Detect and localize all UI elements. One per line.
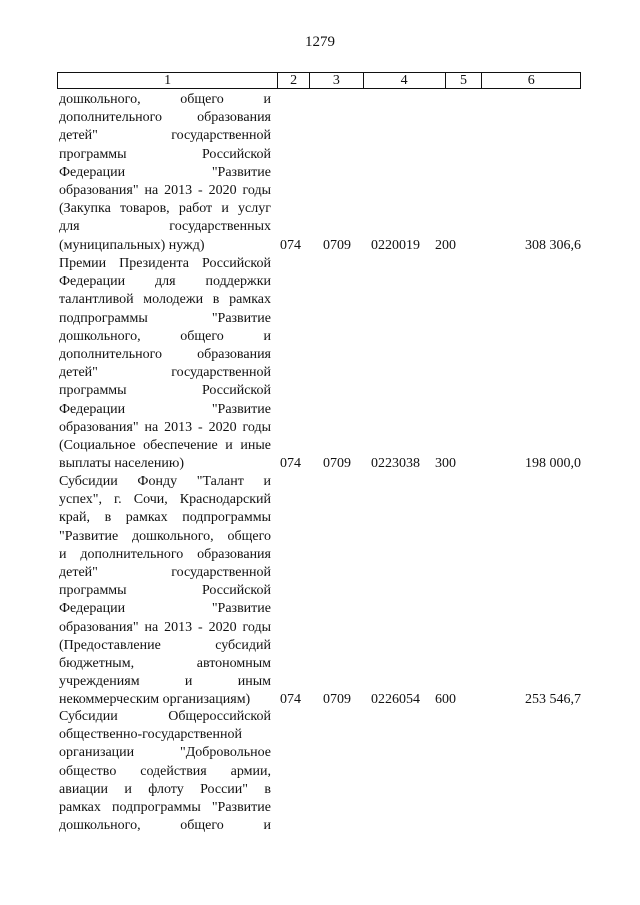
cell-vid: 300	[435, 456, 456, 472]
desc-line: образования" на 2013 - 2020 годы	[59, 182, 271, 198]
page-number: 1279	[305, 34, 335, 50]
header-col-3: 3	[310, 73, 364, 88]
header-col-4: 4	[364, 73, 446, 88]
cell-celevaya: 0226054	[371, 692, 420, 708]
table-row	[59, 255, 581, 473]
desc-line: детей" государственной	[59, 128, 271, 144]
cell-razdel: 0709	[323, 237, 351, 253]
table-row	[59, 473, 581, 709]
desc-line: (Закупка товаров, работ и услуг	[59, 201, 271, 217]
desc-line: и дополнительного образования	[59, 546, 271, 562]
desc-line: подпрограммы "Развитие	[59, 310, 271, 326]
desc-line: организации "Добровольное	[59, 745, 271, 761]
cell-celevaya: 0223038	[371, 456, 420, 472]
desc-line: успех", г. Сочи, Краснодарский	[59, 492, 271, 508]
header-col-6: 6	[527, 73, 535, 88]
desc-line: Федерации "Развитие	[59, 401, 271, 417]
desc-line: Премии Президента Российской	[59, 256, 271, 271]
cell-summa: 253 546,7	[525, 692, 581, 708]
desc-line: дошкольного, общего и	[59, 328, 271, 344]
row-description	[59, 255, 271, 473]
desc-line: Субсидии Фонду "Талант и	[59, 474, 271, 489]
row-description	[59, 473, 271, 709]
desc-line: дополнительного образования	[59, 346, 271, 362]
cell-celevaya: 0220019	[371, 237, 420, 253]
desc-line: Федерации "Развитие	[59, 164, 271, 180]
desc-line: Федерации "Развитие	[59, 601, 271, 617]
desc-line: (муниципальных) нужд)	[59, 237, 205, 253]
desc-line: талантливой молодежи в рамках	[59, 292, 271, 308]
desc-line: авиации и флоту России" в	[59, 781, 271, 797]
desc-line: детей" государственной	[59, 365, 271, 381]
desc-line: Федерации для поддержки	[59, 274, 271, 290]
cell-ved: 074	[280, 692, 301, 708]
desc-line: край, в рамках подпрограммы	[59, 510, 271, 526]
desc-line: рамках подпрограммы "Развитие	[59, 799, 271, 815]
desc-line: Субсидии Общероссийской	[59, 709, 271, 724]
cell-vid: 600	[435, 692, 456, 708]
desc-line: программы Российской	[59, 146, 271, 162]
table-row	[59, 91, 581, 255]
row-description	[59, 708, 271, 835]
table-header	[57, 72, 581, 89]
cell-ved: 074	[280, 237, 301, 253]
header-col-2: 2	[278, 73, 310, 88]
desc-line: для государственных	[59, 219, 271, 235]
desc-line: общественно-государственной	[59, 727, 242, 743]
desc-line: бюджетным, автономным	[59, 655, 271, 671]
header-col-1: 1	[58, 73, 278, 88]
header-col-5: 5	[446, 73, 483, 88]
cell-ved: 074	[280, 456, 301, 472]
desc-line: "Развитие дошкольного, общего	[59, 528, 271, 544]
desc-line: образования" на 2013 - 2020 годы	[59, 419, 271, 435]
cell-vid: 200	[435, 237, 456, 253]
desc-line: (Предоставление субсидий	[59, 637, 271, 653]
desc-line: дошкольного, общего и	[59, 92, 271, 107]
desc-line: некоммерческим организациям)	[59, 692, 251, 708]
desc-line: образования" на 2013 - 2020 годы	[59, 619, 271, 635]
desc-line: выплаты населению)	[59, 456, 184, 472]
table-row	[59, 708, 581, 835]
desc-line: дополнительного образования	[59, 110, 271, 126]
desc-line: программы Российской	[59, 583, 271, 599]
cell-razdel: 0709	[323, 692, 351, 708]
desc-line: (Социальное обеспечение и иные	[59, 437, 271, 453]
desc-line: детей" государственной	[59, 564, 271, 580]
cell-summa: 308 306,6	[525, 237, 581, 253]
desc-line: учреждениям и иным	[59, 674, 271, 690]
row-description	[59, 91, 271, 255]
desc-line: общество содействия армии,	[59, 763, 271, 779]
desc-line: программы Российской	[59, 383, 271, 399]
cell-razdel: 0709	[323, 456, 351, 472]
cell-summa: 198 000,0	[525, 456, 581, 472]
desc-line: дошкольного, общего и	[59, 818, 271, 834]
